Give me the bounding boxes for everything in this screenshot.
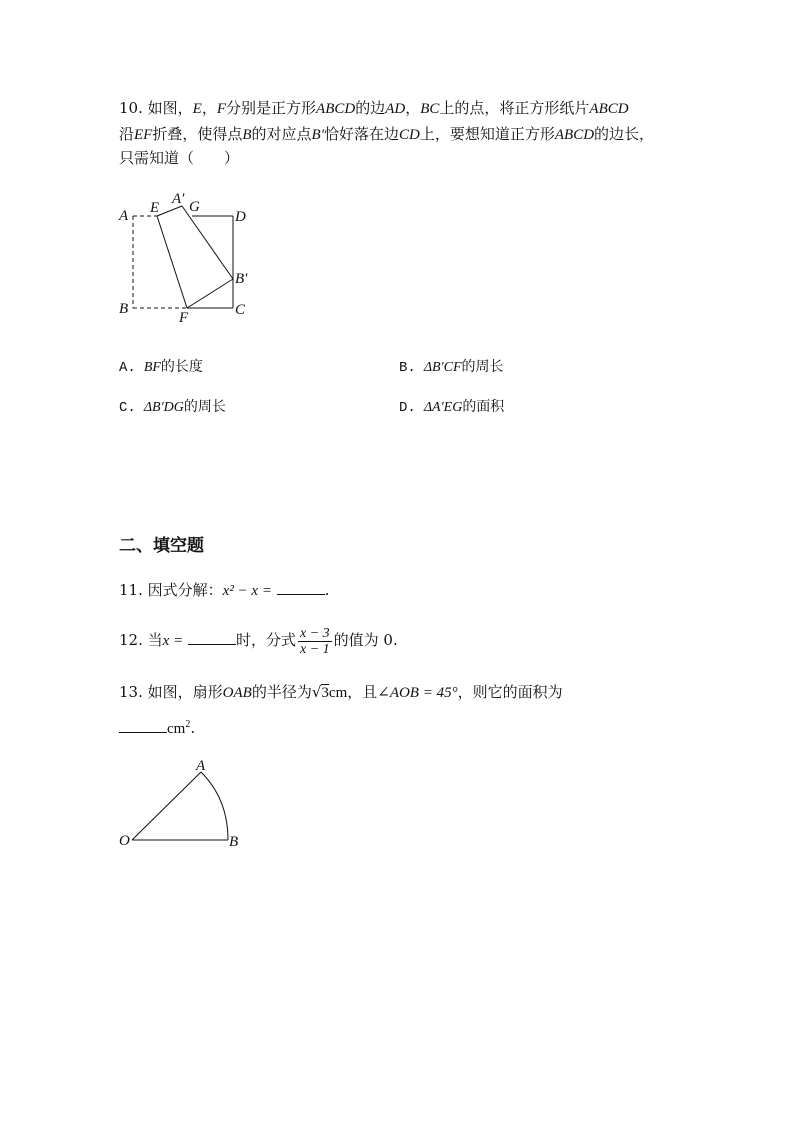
label-d: D xyxy=(235,209,246,225)
q13-line2: $cm^2$. xyxy=(119,715,195,739)
fold-line-ef xyxy=(157,216,187,308)
q13-figure xyxy=(112,754,252,854)
label-a: A xyxy=(119,208,129,224)
edge-ab-prime xyxy=(182,206,233,279)
q10-line3: 只需知道（ ） xyxy=(119,149,240,167)
q11-line: 11. 因式分解：x² − x = . xyxy=(119,581,330,599)
radius-oa xyxy=(132,772,201,840)
q10-figure xyxy=(110,188,270,328)
q10-option-c[interactable]: C. ΔB′DG的周长 xyxy=(119,399,226,416)
label-o: O xyxy=(119,833,130,849)
q10-option-a[interactable]: A. BF的长度 xyxy=(119,359,203,376)
arc-ab xyxy=(201,772,228,840)
sqrt-sign: √ xyxy=(311,683,322,701)
label-a-prime: A′ xyxy=(172,191,185,207)
q13-line1: 13. 如图，扇形OAB的半径为√3cm，且∠AOB = 45°，则它的面积为 xyxy=(119,683,563,701)
q12-line: 12. 当x = 时，分式 $\frac{x - 3}{x - 1}$ 的值为 0. xyxy=(119,625,398,657)
q10-option-b[interactable]: B. ΔB′CF的周长 xyxy=(399,359,504,376)
label-b: B xyxy=(229,834,239,850)
label-b: B xyxy=(119,301,129,317)
answer-blank[interactable] xyxy=(119,718,167,733)
label-b-prime: B′ xyxy=(235,271,248,287)
section-title: 二、填空题 xyxy=(119,536,204,556)
answer-blank[interactable] xyxy=(188,630,236,645)
q10-line1: 10. 如图，E，F分别是正方形ABCD的边AD，BC上的点，将正方形纸片ABCD xyxy=(119,99,629,117)
edge-bf-prime xyxy=(187,279,233,308)
q10-line2: 沿EF折叠，使得点B的对应点B′恰好落在边CD上，要想知道正方形ABCD的边长， xyxy=(119,125,655,143)
edge-ea xyxy=(157,206,182,216)
q10-option-d[interactable]: D. ΔA′EG的面积 xyxy=(399,399,505,416)
answer-blank[interactable] xyxy=(277,580,325,595)
fraction: $\frac{x - 3}{x - 1}$ xyxy=(299,625,330,657)
label-g: G xyxy=(189,199,200,215)
label-a: A xyxy=(196,758,206,774)
label-f: F xyxy=(179,310,189,326)
label-e: E xyxy=(150,200,160,216)
label-c: C xyxy=(235,302,246,318)
